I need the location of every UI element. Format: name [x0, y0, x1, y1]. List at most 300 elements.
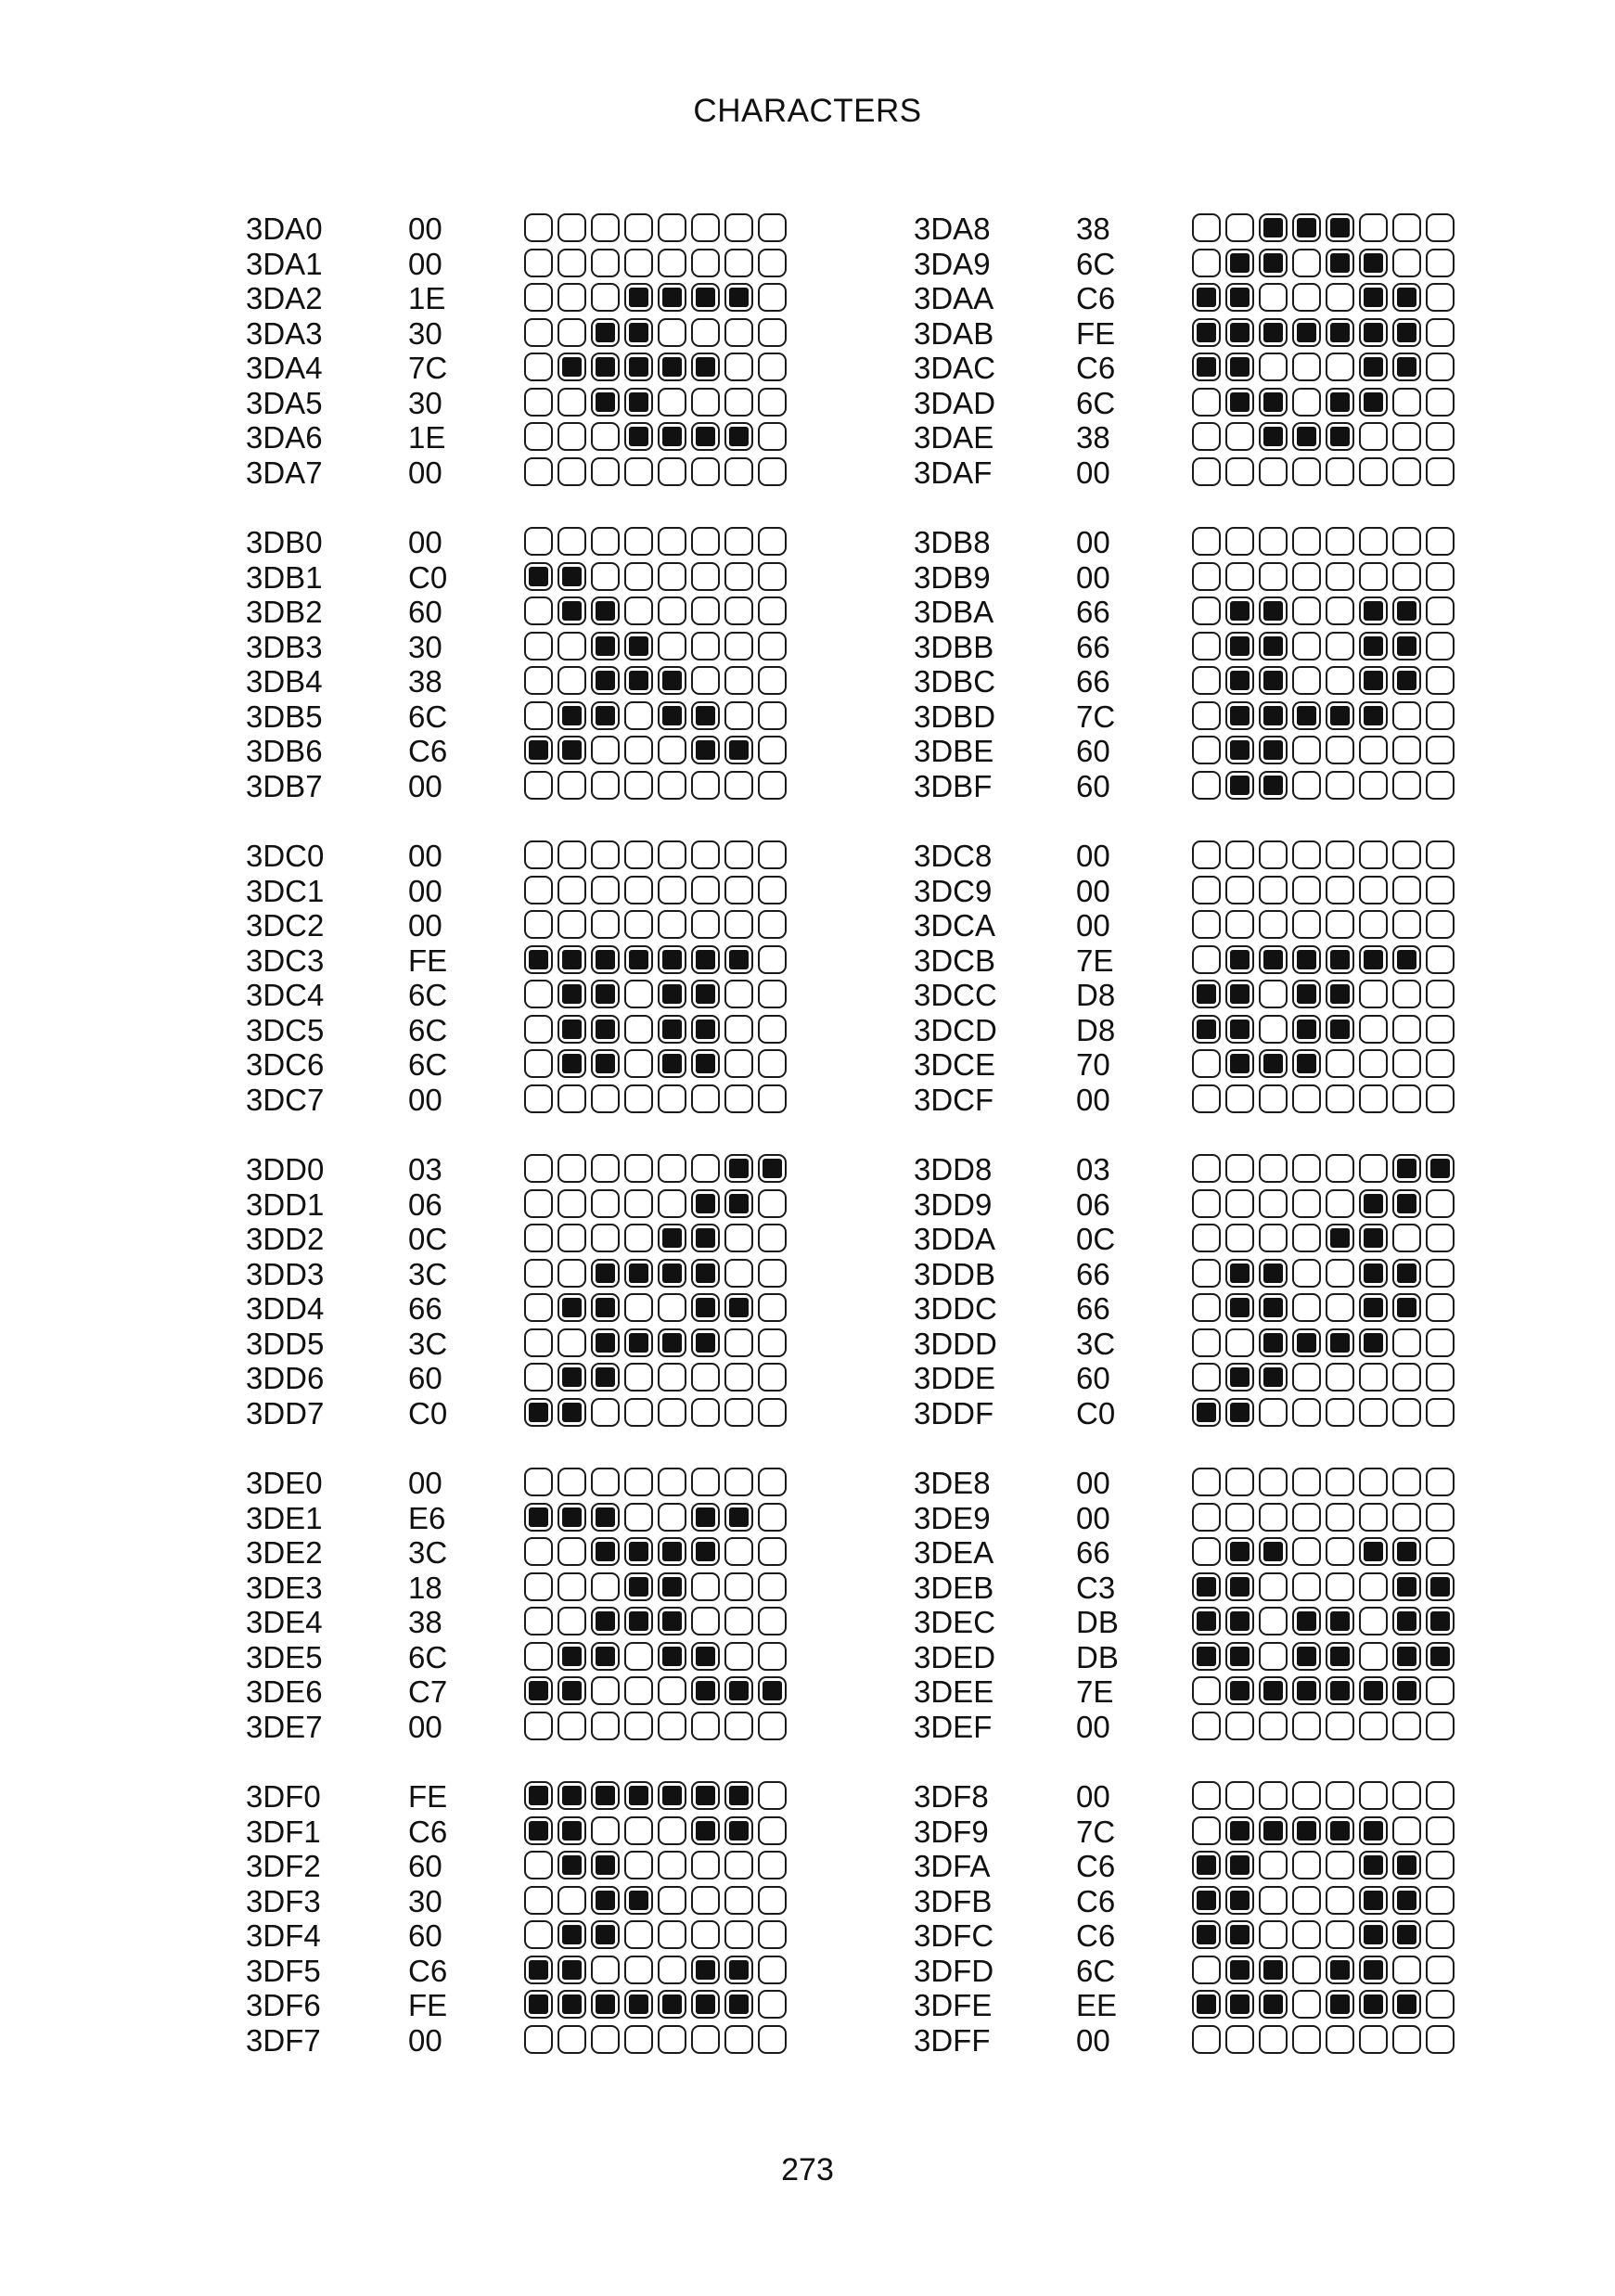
glyph-row: [914, 1535, 1507, 1571]
pixel-on: [558, 1503, 586, 1532]
pixel-off: [1225, 2025, 1254, 2054]
hex-value: 60: [408, 1918, 442, 1953]
pixel-off: [1426, 562, 1455, 591]
pixel-off: [1192, 1189, 1221, 1218]
glyph-row: [246, 212, 840, 247]
pixel-off: [624, 1049, 653, 1078]
pixel-on: [591, 1886, 620, 1915]
hex-value: C6: [408, 1814, 448, 1849]
pixel-on: [1192, 353, 1221, 381]
pixel-on: [591, 632, 620, 661]
hex-value: 60: [1076, 768, 1110, 803]
pixel-off: [724, 1886, 753, 1915]
pixel-off: [524, 249, 553, 277]
pixel-off: [558, 876, 586, 904]
bit-cells: [1192, 1851, 1461, 1882]
pixel-on: [1259, 1816, 1288, 1845]
pixel-on: [624, 283, 653, 312]
pixel-off: [1392, 910, 1421, 939]
pixel-off: [724, 1398, 753, 1427]
pixel-off: [1326, 1712, 1354, 1740]
pixel-on: [1326, 318, 1354, 347]
pixel-off: [1326, 876, 1354, 904]
pixel-on: [1192, 1398, 1221, 1427]
pixel-off: [1292, 249, 1321, 277]
pixel-off: [558, 1224, 586, 1252]
pixel-on: [658, 1607, 686, 1635]
pixel-on: [558, 1049, 586, 1078]
hex-value: 06: [408, 1186, 442, 1222]
pixel-off: [758, 596, 787, 625]
pixel-off: [1326, 283, 1354, 312]
glyph-row: [246, 1327, 840, 1362]
hex-value: 66: [1076, 1291, 1110, 1326]
address-label: 3DAD: [914, 385, 996, 420]
pixel-off: [1259, 1015, 1288, 1044]
pixel-off: [758, 213, 787, 242]
pixel-off: [524, 980, 553, 1008]
pixel-off: [1426, 1398, 1455, 1427]
pixel-on: [558, 1642, 586, 1671]
pixel-on: [724, 1189, 753, 1218]
pixel-on: [624, 1781, 653, 1810]
glyph-row: [914, 1396, 1507, 1431]
pixel-off: [1426, 1886, 1455, 1915]
pixel-off: [758, 1084, 787, 1113]
glyph-block: [246, 1779, 840, 2058]
address-label: 3DF5: [246, 1953, 321, 1988]
pixel-off: [591, 1154, 620, 1183]
pixel-on: [1326, 1956, 1354, 1984]
pixel-on: [624, 1328, 653, 1357]
pixel-off: [1259, 1084, 1288, 1113]
bit-cells: [1192, 457, 1461, 489]
pixel-off: [1292, 388, 1321, 417]
glyph-row: [246, 1501, 840, 1536]
pixel-off: [1426, 736, 1455, 764]
address-label: 3DF6: [246, 1988, 321, 2022]
pixel-on: [591, 980, 620, 1008]
address-label: 3DA1: [246, 246, 323, 281]
pixel-off: [1426, 1328, 1455, 1357]
pixel-off: [524, 318, 553, 347]
bit-cells: [1192, 596, 1461, 628]
pixel-on: [1259, 596, 1288, 625]
pixel-off: [1192, 1956, 1221, 1984]
address-label: 3DFA: [914, 1849, 991, 1883]
glyph-row: [914, 455, 1507, 491]
pixel-on: [658, 353, 686, 381]
pixel-off: [1259, 527, 1288, 556]
address-label: 3DC0: [246, 839, 325, 873]
hex-value: 3C: [408, 1535, 448, 1570]
glyph-row: [914, 1291, 1507, 1327]
pixel-off: [624, 1851, 653, 1879]
glyph-row: [246, 1152, 840, 1187]
pixel-off: [591, 1189, 620, 1218]
pixel-off: [1292, 1956, 1321, 1984]
glyph-row: [914, 664, 1507, 699]
pixel-off: [658, 1293, 686, 1322]
glyph-row: [914, 1327, 1507, 1362]
glyph-row: [246, 525, 840, 560]
pixel-off: [1392, 249, 1421, 277]
address-label: 3DA7: [246, 455, 323, 490]
address-label: 3DDF: [914, 1395, 994, 1430]
pixel-off: [658, 1676, 686, 1705]
pixel-on: [1292, 1015, 1321, 1044]
pixel-on: [1259, 1956, 1288, 1984]
pixel-off: [724, 1712, 753, 1740]
pixel-on: [1259, 1363, 1288, 1392]
page-number: 273: [781, 2152, 834, 2187]
hex-value: 00: [1076, 525, 1110, 559]
pixel-on: [1259, 388, 1288, 417]
pixel-off: [558, 840, 586, 869]
pixel-on: [1326, 1607, 1354, 1635]
glyph-row: [246, 455, 840, 491]
pixel-off: [1259, 1154, 1288, 1183]
pixel-off: [724, 249, 753, 277]
pixel-on: [1225, 771, 1254, 800]
pixel-on: [1259, 1676, 1288, 1705]
pixel-off: [624, 596, 653, 625]
pixel-on: [591, 596, 620, 625]
address-label: 3DEA: [914, 1535, 994, 1570]
pixel-off: [524, 213, 553, 242]
bit-cells: [524, 1363, 793, 1394]
hex-value: 7E: [1076, 943, 1114, 978]
address-label: 3DD3: [246, 1256, 325, 1291]
pixel-on: [658, 1224, 686, 1252]
pixel-off: [1359, 1049, 1388, 1078]
glyph-row: [914, 978, 1507, 1013]
pixel-on: [724, 1154, 753, 1183]
pixel-off: [658, 457, 686, 486]
pixel-on: [1326, 388, 1354, 417]
pixel-on: [1326, 1015, 1354, 1044]
hex-value: 1E: [408, 420, 446, 455]
glyph-row: [914, 1083, 1507, 1118]
pixel-off: [1192, 736, 1221, 764]
bit-cells: [524, 980, 793, 1011]
pixel-on: [1392, 945, 1421, 974]
pixel-off: [524, 283, 553, 312]
hex-value: C0: [408, 559, 448, 595]
pixel-off: [1359, 1084, 1388, 1113]
pixel-off: [1326, 1537, 1354, 1566]
address-label: 3DB9: [914, 559, 991, 595]
pixel-on: [1259, 1990, 1288, 2019]
pixel-off: [1426, 1503, 1455, 1532]
pixel-off: [691, 318, 720, 347]
pixel-on: [1192, 1607, 1221, 1635]
pixel-on: [1359, 596, 1388, 625]
bit-cells: [1192, 1259, 1461, 1290]
pixel-off: [1225, 840, 1254, 869]
pixel-on: [524, 1956, 553, 1984]
pixel-off: [691, 632, 720, 661]
pixel-off: [1192, 632, 1221, 661]
hex-value: 00: [408, 525, 442, 559]
hex-value: FE: [1076, 315, 1116, 351]
pixel-off: [1192, 1224, 1221, 1252]
glyph-row: [914, 1988, 1507, 2023]
pixel-on: [691, 945, 720, 974]
pixel-on: [1225, 1851, 1254, 1879]
pixel-off: [624, 2025, 653, 2054]
pixel-off: [758, 457, 787, 486]
pixel-on: [591, 1328, 620, 1357]
pixel-on: [1392, 1990, 1421, 2019]
pixel-off: [624, 457, 653, 486]
pixel-off: [624, 1015, 653, 1044]
pixel-off: [1426, 1851, 1455, 1879]
pixel-off: [1326, 840, 1354, 869]
pixel-off: [658, 1851, 686, 1879]
glyph-row: [246, 1396, 840, 1431]
pixel-on: [658, 1015, 686, 1044]
pixel-on: [1292, 1642, 1321, 1671]
pixel-off: [524, 1642, 553, 1671]
hex-value: 30: [408, 385, 442, 420]
bit-cells: [1192, 1920, 1461, 1952]
pixel-off: [1292, 910, 1321, 939]
address-label: 3DA4: [246, 351, 323, 385]
address-label: 3DC6: [246, 1047, 325, 1082]
pixel-off: [758, 1920, 787, 1949]
pixel-off: [1259, 1886, 1288, 1915]
pixel-off: [1426, 1468, 1455, 1496]
bit-cells: [1192, 1676, 1461, 1708]
pixel-off: [658, 1154, 686, 1183]
glyph-block: [914, 1466, 1507, 1744]
bit-cells: [1192, 632, 1461, 663]
pixel-off: [558, 1537, 586, 1566]
pixel-off: [658, 1956, 686, 1984]
pixel-off: [624, 980, 653, 1008]
glyph-row: [914, 1640, 1507, 1675]
pixel-off: [1292, 283, 1321, 312]
pixel-off: [624, 527, 653, 556]
pixel-on: [1225, 1293, 1254, 1322]
pixel-off: [1359, 1607, 1388, 1635]
bit-cells: [1192, 910, 1461, 942]
address-label: 3DE7: [246, 1709, 323, 1744]
pixel-on: [591, 1851, 620, 1879]
address-label: 3DCC: [914, 978, 997, 1012]
pixel-off: [591, 213, 620, 242]
pixel-off: [758, 1816, 787, 1845]
address-label: 3DF3: [246, 1883, 321, 1918]
pixel-on: [558, 1956, 586, 1984]
pixel-off: [758, 1015, 787, 1044]
bit-cells: [524, 945, 793, 977]
hex-value: 00: [408, 212, 442, 246]
pixel-off: [758, 945, 787, 974]
hex-value: C6: [1076, 1883, 1116, 1918]
hex-value: 00: [1076, 1466, 1110, 1500]
pixel-on: [591, 945, 620, 974]
bit-cells: [1192, 1189, 1461, 1221]
pixel-off: [1426, 910, 1455, 939]
pixel-off: [691, 527, 720, 556]
address-label: 3DF4: [246, 1918, 321, 1953]
glyph-row: [914, 1152, 1507, 1187]
address-label: 3DAE: [914, 420, 994, 455]
pixel-on: [1392, 1537, 1421, 1566]
pixel-on: [524, 1781, 553, 1810]
pixel-off: [1225, 1503, 1254, 1532]
bit-cells: [524, 1468, 793, 1499]
pixel-off: [724, 1015, 753, 1044]
pixel-off: [1292, 1398, 1321, 1427]
hex-value: 00: [1076, 873, 1110, 908]
pixel-on: [1292, 945, 1321, 974]
hex-value: FE: [408, 1779, 448, 1814]
pixel-off: [1259, 353, 1288, 381]
pixel-off: [1225, 1189, 1254, 1218]
pixel-off: [1326, 632, 1354, 661]
pixel-off: [558, 1572, 586, 1601]
pixel-off: [724, 1642, 753, 1671]
address-label: 3DB3: [246, 629, 323, 664]
pixel-off: [724, 318, 753, 347]
pixel-on: [558, 1398, 586, 1427]
pixel-on: [1326, 1642, 1354, 1671]
pixel-on: [1292, 318, 1321, 347]
pixel-on: [724, 1990, 753, 2019]
pixel-off: [1392, 457, 1421, 486]
glyph-row: [246, 630, 840, 665]
glyph-row: [246, 1222, 840, 1257]
glyph-row: [914, 1187, 1507, 1223]
pixel-off: [758, 910, 787, 939]
address-label: 3DAA: [914, 281, 994, 315]
pixel-off: [658, 1712, 686, 1740]
pixel-off: [591, 771, 620, 800]
pixel-off: [1392, 1956, 1421, 1984]
address-label: 3DF7: [246, 2022, 321, 2058]
pixel-off: [558, 527, 586, 556]
pixel-off: [758, 1049, 787, 1078]
pixel-on: [624, 1990, 653, 2019]
pixel-off: [1292, 1259, 1321, 1288]
glyph-row: [246, 1779, 840, 1815]
pixel-off: [758, 1642, 787, 1671]
address-label: 3DDB: [914, 1256, 996, 1291]
pixel-off: [1359, 213, 1388, 242]
pixel-off: [558, 1154, 586, 1183]
pixel-off: [1192, 562, 1221, 591]
pixel-off: [758, 1572, 787, 1601]
pixel-off: [1392, 1503, 1421, 1532]
pixel-on: [591, 1642, 620, 1671]
pixel-off: [1292, 1189, 1321, 1218]
pixel-on: [1192, 1572, 1221, 1601]
pixel-on: [758, 1154, 787, 1183]
pixel-off: [1259, 1607, 1288, 1635]
pixel-off: [591, 736, 620, 764]
address-label: 3DFF: [914, 2022, 991, 2058]
pixel-on: [691, 1642, 720, 1671]
pixel-on: [1225, 1607, 1254, 1635]
pixel-off: [658, 1468, 686, 1496]
hex-value: 7C: [1076, 699, 1116, 734]
pixel-off: [524, 1224, 553, 1252]
pixel-off: [1292, 1084, 1321, 1113]
bit-cells: [524, 213, 793, 245]
pixel-on: [624, 1607, 653, 1635]
pixel-off: [1292, 1363, 1321, 1392]
pixel-on: [1292, 1676, 1321, 1705]
pixel-on: [1225, 318, 1254, 347]
pixel-on: [524, 736, 553, 764]
bit-cells: [524, 1015, 793, 1046]
pixel-on: [1259, 1537, 1288, 1566]
pixel-off: [1326, 666, 1354, 695]
pixel-off: [1426, 632, 1455, 661]
address-label: 3DA0: [246, 212, 323, 246]
glyph-row: [914, 1918, 1507, 1954]
pixel-off: [724, 1537, 753, 1566]
glyph-block: [914, 525, 1507, 803]
pixel-off: [1426, 840, 1455, 869]
pixel-off: [658, 736, 686, 764]
pixel-on: [591, 1259, 620, 1288]
pixel-off: [1392, 840, 1421, 869]
pixel-off: [1225, 457, 1254, 486]
pixel-off: [691, 840, 720, 869]
pixel-off: [1426, 1712, 1455, 1740]
pixel-off: [691, 562, 720, 591]
pixel-off: [658, 1503, 686, 1532]
pixel-off: [524, 1468, 553, 1496]
pixel-off: [1326, 527, 1354, 556]
pixel-off: [1192, 1154, 1221, 1183]
pixel-on: [558, 562, 586, 591]
pixel-off: [691, 1154, 720, 1183]
pixel-off: [724, 1851, 753, 1879]
pixel-on: [1392, 1154, 1421, 1183]
pixel-on: [1359, 1328, 1388, 1357]
address-label: 3DEF: [914, 1709, 993, 1744]
address-label: 3DEC: [914, 1605, 996, 1639]
pixel-off: [558, 1886, 586, 1915]
pixel-off: [524, 1537, 553, 1566]
pixel-off: [1192, 596, 1221, 625]
pixel-off: [558, 771, 586, 800]
pixel-off: [1326, 910, 1354, 939]
address-label: 3DB7: [246, 768, 323, 803]
pixel-off: [758, 980, 787, 1008]
pixel-off: [524, 1049, 553, 1078]
pixel-on: [1225, 1537, 1254, 1566]
pixel-on: [1359, 283, 1388, 312]
pixel-on: [691, 1015, 720, 1044]
bit-cells: [524, 527, 793, 558]
pixel-off: [1192, 1049, 1221, 1078]
glyph-row: [914, 212, 1507, 247]
address-label: 3DC2: [246, 908, 325, 943]
pixel-off: [591, 910, 620, 939]
pixel-off: [1392, 876, 1421, 904]
pixel-off: [1192, 876, 1221, 904]
pixel-off: [758, 736, 787, 764]
pixel-off: [524, 2025, 553, 2054]
glyph-row: [914, 1047, 1507, 1083]
glyph-row: [914, 943, 1507, 979]
